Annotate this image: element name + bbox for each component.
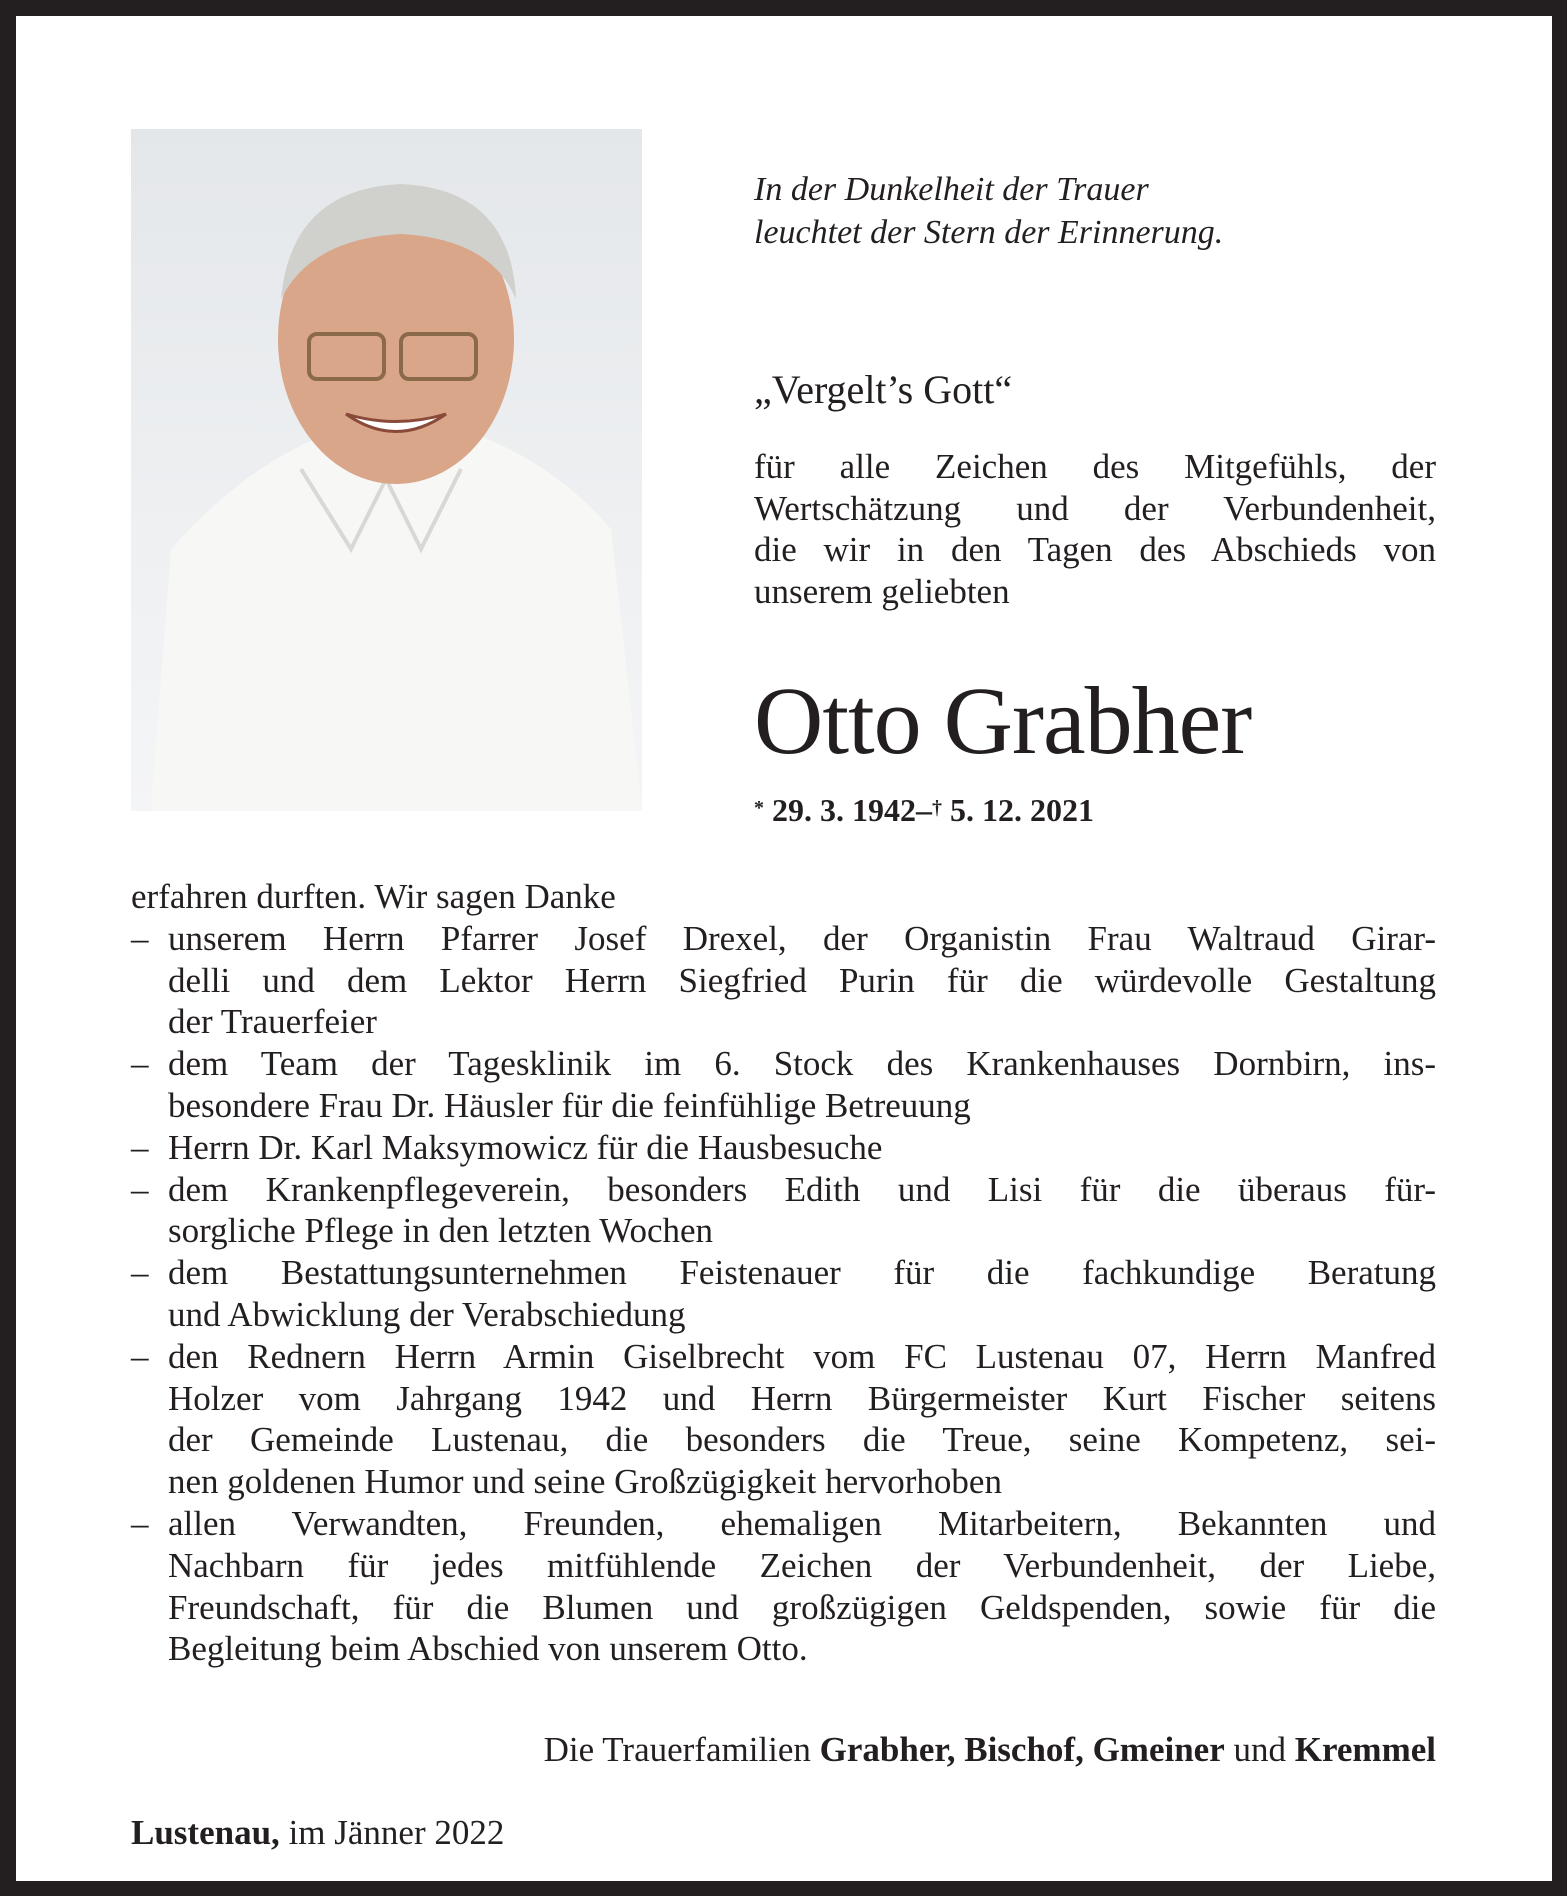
death-symbol: † xyxy=(932,797,942,819)
memorial-quote xyxy=(754,168,1436,254)
list-item-line: besondere Frau Dr. Häusler für die feinfühlige Betreuung xyxy=(168,1085,971,1125)
place-date-text: im Jänner 2022 xyxy=(279,1813,505,1852)
place-date xyxy=(131,1811,504,1855)
list-item-line: unserem Herrn Pfarrer Josef Drexel, der Organistin Frau Waltraud Girar- xyxy=(168,918,1436,958)
list-item-line: dem Krankenpflegeverein, besonders Edith und Lisi für die überaus für- xyxy=(168,1169,1436,1209)
list-item-line: dem Team der Tagesklinik im 6. Stock des Krankenhauses Dornbirn, ins- xyxy=(168,1044,1436,1084)
signature-prefix: Die Trauerfamilien xyxy=(543,1730,820,1769)
lead-text: erfahren durften. Wir sagen Danke xyxy=(131,877,616,916)
bullet-dash: – xyxy=(131,1503,149,1543)
list-item-line: nen goldenen Humor und seine Großzügigkeit hervorhoben xyxy=(168,1462,1002,1502)
bullet-dash: – xyxy=(131,1253,149,1293)
bullet-dash: – xyxy=(131,1169,149,1209)
list-item-line: Nachbarn für jedes mitfühlende Zeichen der Verbundenheit, der Liebe, xyxy=(168,1545,1436,1585)
list-item-line: Herrn Dr. Karl Maksymowicz für die Hausbesuche xyxy=(168,1127,883,1167)
quote-line: In der Dunkelheit der Trauer xyxy=(754,171,1149,208)
place-town: Lustenau, xyxy=(131,1813,280,1852)
list-item-line: den Rednern Herrn Armin Giselbrecht vom FC Lustenau 07, Herrn Manfred xyxy=(168,1336,1436,1376)
bullet-dash: – xyxy=(131,1044,149,1084)
birth-date: 29. 3. 1942 xyxy=(772,792,916,828)
list-item-line: Freundschaft, für die Blumen und großzügigen Geldspenden, sowie für die xyxy=(168,1587,1436,1627)
intro-text xyxy=(754,446,1436,612)
list-item-line: delli und dem Lektor Herrn Siegfried Purin für die würdevolle Gestaltung xyxy=(168,960,1436,1000)
list-item xyxy=(131,1336,1436,1503)
signature-conjunction: und xyxy=(1224,1730,1295,1769)
list-item-line: dem Bestattungsunternehmen Feistenauer für die fachkundige Beratung xyxy=(168,1253,1436,1293)
list-item-line: und Abwicklung der Verabschiedung xyxy=(168,1294,686,1334)
list-item xyxy=(131,918,1436,1043)
list-item xyxy=(131,1169,1436,1253)
signature xyxy=(544,1728,1436,1772)
list-item xyxy=(131,1503,1436,1670)
life-dates xyxy=(754,790,1436,830)
list-item-line: Holzer vom Jahrgang 1942 und Herrn Bürgermeister Kurt Fischer seitens xyxy=(168,1378,1436,1418)
family-name: Bischof, xyxy=(964,1730,1084,1769)
bullet-dash: – xyxy=(131,1336,149,1376)
list-item-line: der Gemeinde Lustenau, die besonders die Treue, seine Kompetenz, sei- xyxy=(168,1420,1436,1460)
list-item-line: der Trauerfeier xyxy=(168,1002,377,1042)
thanks-list xyxy=(131,918,1436,1670)
birth-symbol: * xyxy=(754,797,764,819)
list-item xyxy=(131,1043,1436,1127)
intro-line: für alle Zeichen des Mitgefühls, der xyxy=(754,447,1436,486)
list-item-line: sorgliche Pflege in den letzten Wochen xyxy=(168,1211,714,1251)
family-name: Kremmel xyxy=(1294,1730,1436,1769)
thanks-body xyxy=(131,876,1436,1670)
intro-line: die wir in den Tagen des Abschieds von xyxy=(754,530,1436,569)
portrait-photo xyxy=(131,129,642,811)
family-name: Grabher, xyxy=(819,1730,956,1769)
list-item xyxy=(131,1252,1436,1336)
intro-line: Wertschätzung und der Verbundenheit, xyxy=(754,488,1436,528)
list-item xyxy=(131,1127,1436,1169)
list-item-line: allen Verwandten, Freunden, ehemaligen Mitarbeitern, Bekannten und xyxy=(168,1503,1436,1543)
death-date: 5. 12. 2021 xyxy=(950,792,1094,828)
thanks-heading: „Vergelt’s Gott“ xyxy=(754,367,1013,412)
family-name: Gmeiner xyxy=(1092,1730,1225,1769)
date-separator: – xyxy=(916,792,932,828)
portrait-image xyxy=(131,129,642,811)
list-item-line: Begleitung beim Abschied von unserem Otto. xyxy=(168,1629,808,1669)
deceased-name: Otto Grabher xyxy=(754,667,1252,774)
bullet-dash: – xyxy=(131,918,149,958)
quote-line: leuchtet der Stern der Erinnerung. xyxy=(754,214,1224,251)
obituary-notice xyxy=(16,16,1552,1881)
intro-line: unserem geliebten xyxy=(754,571,1010,611)
bullet-dash: – xyxy=(131,1127,149,1167)
